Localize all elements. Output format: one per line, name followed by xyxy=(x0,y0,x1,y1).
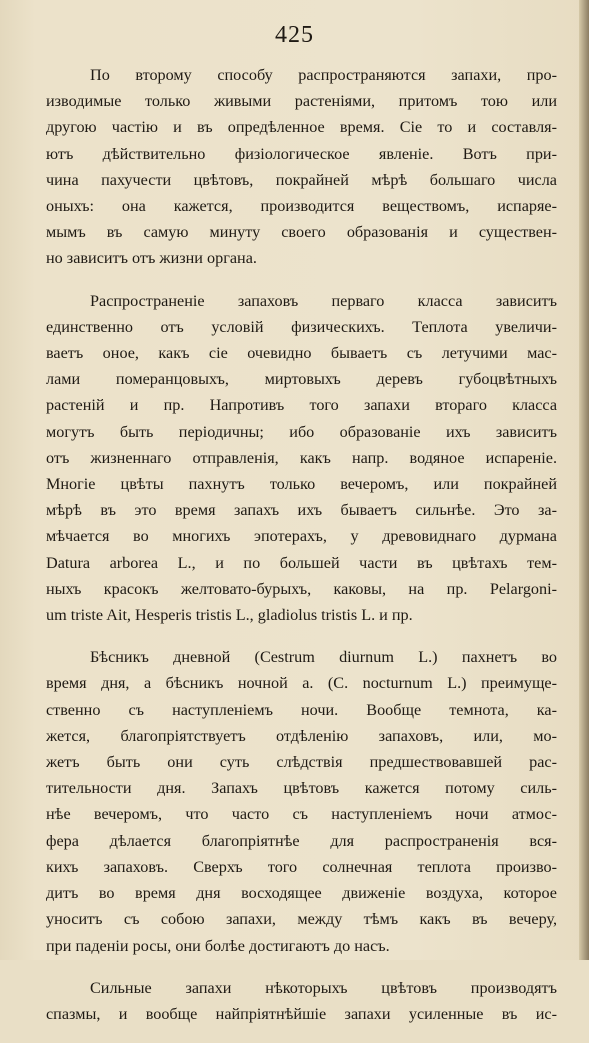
text-line: жетъ быть они суть слѣдствія предшествовавшей рас- xyxy=(46,753,557,772)
text-line: По второму способу распространяются запахи, про- xyxy=(90,66,557,84)
text-line: чина пахучести цвѣтовъ, покрайней мѣрѣ большаго числа xyxy=(46,170,557,189)
paragraph-3 xyxy=(46,644,557,958)
text-line: ютъ дѣйствительно физіологическое явленіе. Вотъ при- xyxy=(46,144,557,163)
text-line: Сильные запахи нѣкоторыхъ цвѣтовъ производятъ xyxy=(90,978,557,997)
text-line: оныхъ: она кажется, производится веществомъ, испаряе- xyxy=(46,197,557,216)
text-line: при паденіи росы, они болѣе достигаютъ до насъ. xyxy=(46,936,390,955)
text-line: жется, благопріятствуетъ отдѣленію запаховъ, или, мо- xyxy=(46,726,557,745)
text-line: Распространеніе запаховъ перваго класса зависитъ xyxy=(90,291,557,310)
text-line: могутъ быть періодичны; ибо образованіе ихъ зависитъ xyxy=(46,422,557,441)
text-line: um triste Ait, Hesperis tristis L., gladiolus tristis L. и пр. xyxy=(46,606,413,625)
text-line: Бѣсникъ дневной (Cestrum diurnum L.) пахнетъ во xyxy=(90,648,557,667)
page-edge xyxy=(579,0,589,960)
text-line: Многіе цвѣты пахнутъ только вечеромъ, или покрайней xyxy=(46,475,557,494)
text-line: фера дѣлается благопріятнѣе для распространенія вся- xyxy=(46,831,557,850)
page-number: 425 xyxy=(275,22,314,48)
text-line: ственно съ наступленіемъ ночи. Вообще темнота, ка- xyxy=(46,700,557,719)
text-line: нѣе вечеромъ, что часто съ наступленіемъ ночи атмос- xyxy=(46,805,557,824)
text-line: дитъ во время дня восходящее движеніе воздуха, которое xyxy=(46,884,557,903)
text-line: отъ жизненнаго отправленія, какъ напр. водяное испареніе. xyxy=(46,448,557,467)
text-line: изводимые только живыми растеніями, притомъ тою или xyxy=(46,92,557,111)
text-line: тительности дня. Запахъ цвѣтовъ кажется потому силь- xyxy=(46,779,557,798)
text-line: единственно отъ условій физическихъ. Теплота увеличи- xyxy=(46,317,557,336)
text-line: Datura arborea L., и по большей части въ цвѣтахъ тем- xyxy=(46,553,557,572)
text-line: лами померанцовыхъ, миртовыхъ деревъ губоцвѣтныхъ xyxy=(46,370,557,389)
text-line: мѣрѣ въ это время запахъ ихъ бываетъ сильнѣе. Это за- xyxy=(46,501,557,520)
text-line: растеній и пр. Напротивъ того запахи втораго класса xyxy=(46,396,557,415)
text-line: но зависитъ отъ жизни органа. xyxy=(46,249,257,268)
paragraph-2 xyxy=(46,288,557,629)
paragraph-1 xyxy=(46,62,557,272)
text-line: ваетъ оное, какъ сіе очевидно бываетъ съ летучими мас- xyxy=(46,344,557,363)
body-text xyxy=(46,62,557,1043)
text-line: ныхъ красокъ желтовато-бурыхъ, каковы, на пр. Pelargoni- xyxy=(46,579,557,598)
text-line: кихъ запаховъ. Сверхъ того солнечная теплота произво- xyxy=(46,857,557,876)
text-line: другою частію и въ опредѣленное время. Сіе то и составля- xyxy=(46,118,557,137)
text-line: уноситъ съ собою запахи, между тѣмъ какъ въ вечеру, xyxy=(46,910,557,929)
text-line: мѣчается во многихъ эпотерахъ, у древовиднаго дурмана xyxy=(46,527,557,546)
text-line: мымъ въ самую минуту своего образованія и существен- xyxy=(46,223,557,242)
paragraph-4 xyxy=(46,975,557,1027)
text-line: время дня, а бѣсникъ ночной а. (C. nocturnum L.) преимуще- xyxy=(46,674,557,693)
text-line: спазмы, и вообще найпріятнѣйшіе запахи усиленные въ ис- xyxy=(46,1004,557,1023)
